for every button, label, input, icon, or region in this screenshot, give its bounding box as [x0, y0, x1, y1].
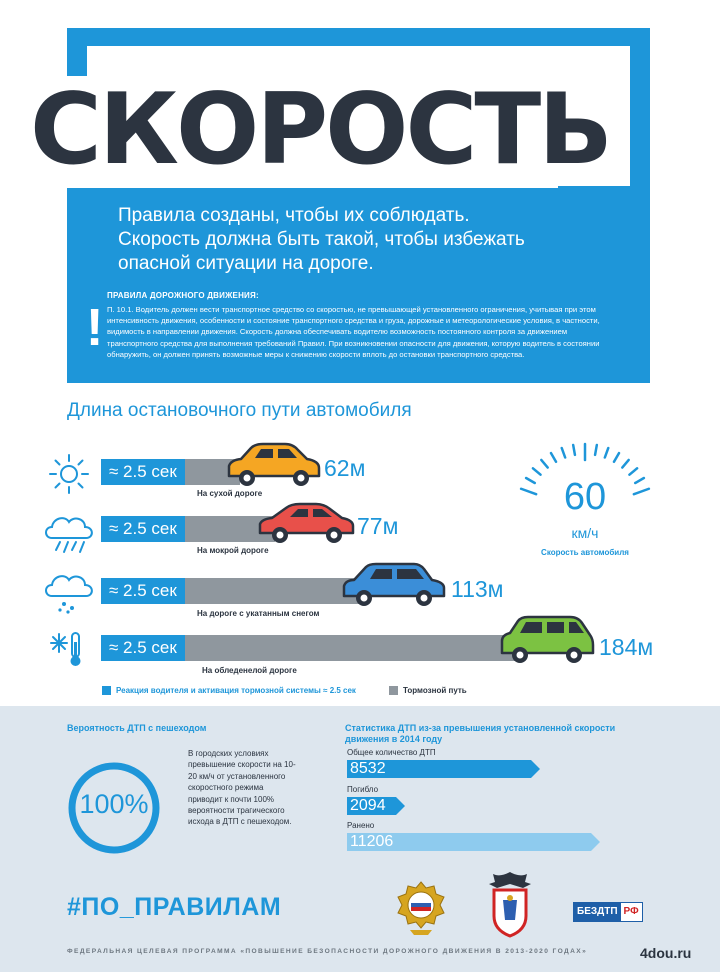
road-label: На мокрой дороге: [197, 546, 269, 555]
pedestrian-text: В городских условиях превышение скорости на 10-20 км/ч от установленного скоростного режима приводит к почти 100% вероятности трагического исхода в ДТП с пешеходом.: [188, 749, 296, 827]
headline: [118, 204, 638, 276]
legend-reaction: [102, 686, 356, 695]
stats-title-line-1: Статистика ДТП из-за превышения установленной скорости: [345, 723, 616, 733]
program-footer: ФЕДЕРАЛЬНАЯ ЦЕЛЕВАЯ ПРОГРАММА «ПОВЫШЕНИЕ БЕЗОПАСНОСТИ ДОРОЖНОГО ДВИЖЕНИЯ В 2013-2020 ГОДАХ»: [67, 948, 588, 955]
stopping-distance: 184м: [599, 634, 654, 660]
reaction-bar: ≈ 2.5 сек: [101, 459, 185, 485]
section-title: Длина остановочного пути автомобиля: [67, 400, 412, 421]
road-label: На сухой дороге: [197, 489, 263, 498]
speed-caption: Скорость автомобиля: [541, 548, 629, 557]
speedometer-tick: [551, 453, 556, 462]
stopping-distance: 77м: [357, 513, 399, 539]
brake-bar: [185, 635, 515, 661]
rule-heading: ПРАВИЛА ДОРОЖНОГО ДВИЖЕНИЯ:: [107, 291, 259, 300]
headline-line-3: опасной ситуации на дороге.: [118, 253, 374, 274]
reaction-bar: ≈ 2.5 сек: [101, 516, 185, 542]
stat-bar: 2094: [347, 797, 396, 815]
legend-braking-label: Тормозной путь: [403, 686, 467, 695]
road-label: На дороге с укатанным снегом: [197, 609, 320, 618]
speedometer-tick: [635, 478, 644, 483]
stat-label: Общее количество ДТП: [347, 748, 436, 757]
legend-swatch-reaction: [102, 686, 111, 695]
exclamation-icon: !: [86, 299, 104, 357]
speedometer-tick: [541, 460, 547, 468]
stopping-distance: 62м: [324, 455, 366, 481]
car-icon: [498, 613, 596, 667]
speedometer-tick: [634, 489, 649, 494]
frost-thermometer-icon: [50, 630, 84, 668]
speedometer-tick: [562, 448, 565, 457]
legend-swatch-braking: [389, 686, 398, 695]
speedometer-tick: [521, 489, 536, 494]
reaction-bar: ≈ 2.5 сек: [101, 578, 185, 604]
speedometer-tick: [526, 478, 535, 483]
car-icon: [223, 440, 323, 490]
pedestrian-title: Вероятность ДТП с пешеходом: [67, 723, 207, 733]
snow-cloud-icon: [42, 570, 98, 616]
stat-bar: 11206: [347, 833, 591, 851]
sun-icon: [48, 453, 90, 495]
traffic-police-emblem-icon: [396, 880, 446, 936]
speedometer-tick: [605, 448, 608, 457]
car-icon: [340, 560, 448, 610]
speedometer-tick: [573, 445, 575, 455]
mvd-emblem-icon: [487, 870, 533, 940]
brake-bar: [185, 578, 360, 604]
reaction-bar: ≈ 2.5 сек: [101, 635, 185, 661]
speedometer-tick: [595, 445, 597, 455]
speedometer-tick: [533, 468, 541, 474]
bezdtp-logo-right: РФ: [621, 903, 642, 921]
bezdtp-logo-left: БЕЗДТП: [574, 903, 621, 921]
legend-braking: [389, 686, 467, 695]
road-label: На обледенелой дороге: [202, 666, 297, 675]
speed-value: 60: [563, 476, 607, 518]
headline-line-1: Правила созданы, чтобы их соблюдать.: [118, 205, 470, 226]
car-icon: [256, 497, 356, 547]
speedometer-tick: [622, 460, 628, 468]
headline-line-2: Скорость должна быть такой, чтобы избежать: [118, 229, 525, 250]
stat-label: Ранено: [347, 821, 375, 830]
watermark: 4dou.ru: [640, 945, 692, 961]
stat-bar: 8532: [347, 760, 531, 778]
stats-title-line-2: движения в 2014 году: [345, 734, 443, 744]
stat-label: Погибло: [347, 785, 379, 794]
percent-value: 100%: [79, 789, 149, 819]
rule-text: П. 10.1. Водитель должен вести транспортное средство со скоростью, не превышающей установленного ограничения, учитывая при этом интенсивность движения, особенности и состояние транспортного средства и груза, дорожные и метеорологические условия, в частности, видимость в направлении движения. Скорость должна обеспечивать водителю возможность постоянного контроля за движением транспортного средства для выполнения требований Правил. При возникновении опасности для движения, которую водитель в состоянии обнаружить, он должен принять возможные меры к снижению скорости вплоть до остановки транспортного средства.: [107, 305, 600, 359]
bezdtp-logo: [573, 902, 643, 922]
speedometer-tick: [629, 468, 637, 474]
stopping-distance: 113м: [451, 576, 504, 602]
hashtag: #ПО_ПРАВИЛАМ: [67, 893, 282, 921]
speedometer-tick: [614, 453, 619, 462]
rain-cloud-icon: [42, 510, 98, 556]
page-title: СКОРОСТЬ: [30, 73, 610, 187]
legend-reaction-label: Реакция водителя и активация тормозной системы ≈ 2.5 сек: [116, 686, 356, 695]
speed-unit: км/ч: [571, 525, 599, 541]
